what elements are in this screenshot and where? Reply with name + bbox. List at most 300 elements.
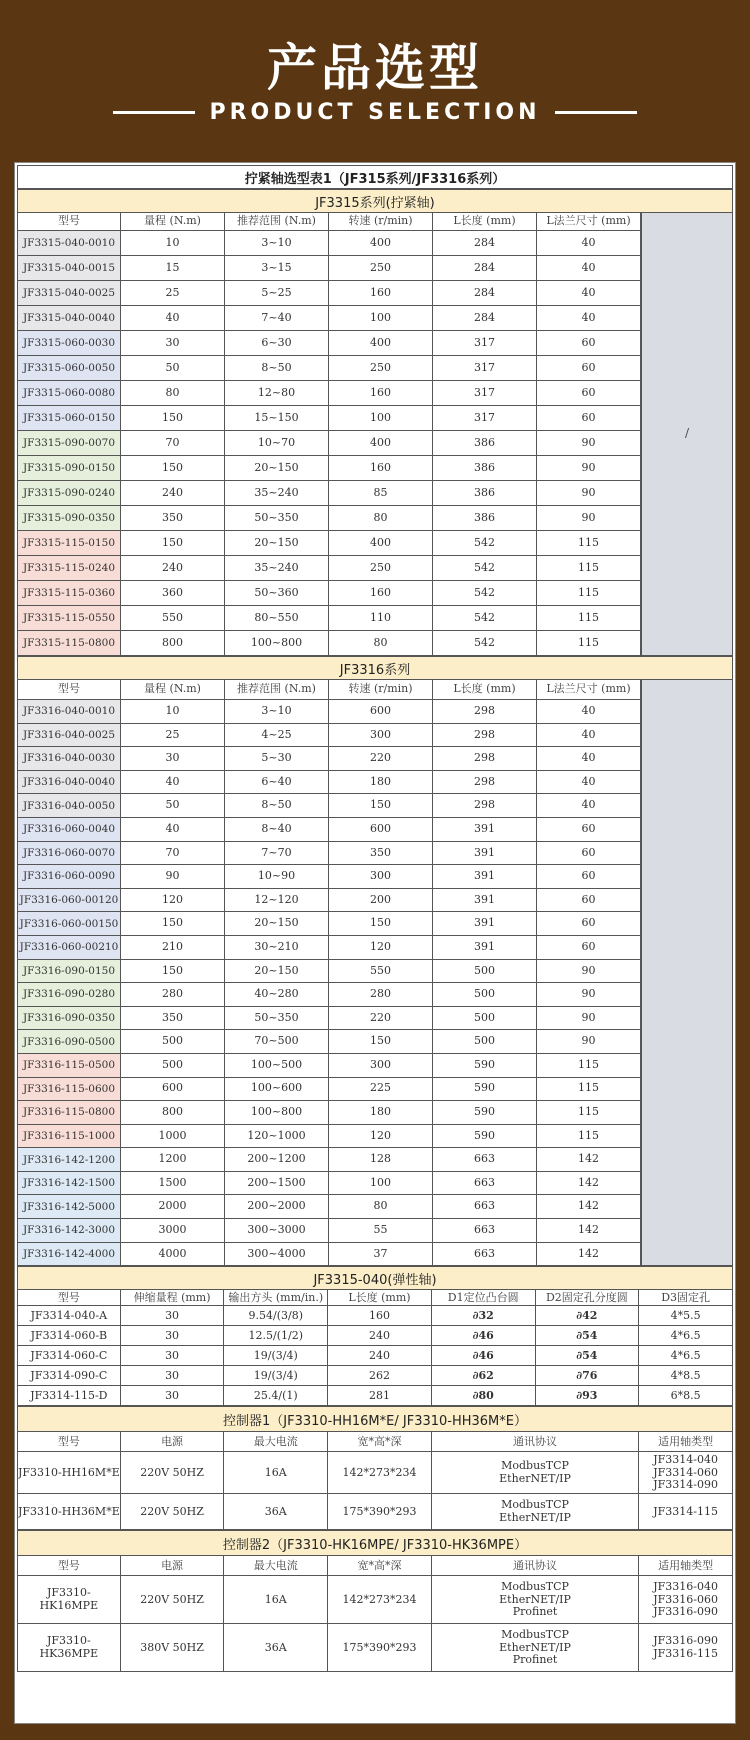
table-cell: 200 — [329, 889, 433, 913]
table-cell: 115 — [537, 1125, 641, 1149]
column-header: L长度 (mm) — [328, 1290, 432, 1306]
model-cell: JF3314-060-B — [17, 1326, 121, 1346]
table-cell: 100 — [329, 306, 433, 331]
table-cell: 30 — [121, 1346, 225, 1366]
table-cell: 600 — [329, 700, 433, 724]
model-cell: JF3315-040-0010 — [17, 231, 121, 256]
table-cell: ∂93 — [536, 1386, 640, 1406]
table-cell: 150 — [121, 912, 225, 936]
column-header: 通讯协议 — [432, 1432, 639, 1452]
table-cell: 150 — [121, 531, 225, 556]
table-block — [17, 1406, 733, 1432]
table-cell: 317 — [433, 381, 537, 406]
axis-type-cell — [639, 1624, 733, 1672]
table-row — [17, 936, 641, 960]
model-cell: JF3315-040-0025 — [17, 281, 121, 306]
table-cell: 3000 — [121, 1219, 225, 1243]
model-cell: JF3310-HH36M*E — [17, 1494, 121, 1530]
axis-type-cell — [639, 1452, 733, 1494]
table-cell: 85 — [329, 481, 433, 506]
table-cell: 30 — [121, 1386, 225, 1406]
column-header: 适用轴类型 — [639, 1556, 733, 1576]
table-cell: 90 — [537, 506, 641, 531]
current-cell: 16A — [224, 1452, 328, 1494]
table-row — [17, 606, 641, 631]
table-row — [17, 842, 641, 866]
table-cell: 3~15 — [225, 256, 329, 281]
column-header: D1定位凸台圆 — [432, 1290, 536, 1306]
table-row — [17, 818, 641, 842]
table-cell: 590 — [433, 1125, 537, 1149]
table-cell: 80~550 — [225, 606, 329, 631]
size-cell: 142*273*234 — [328, 1576, 432, 1624]
table-cell: 50~350 — [225, 1007, 329, 1031]
table-body — [17, 680, 641, 1266]
size-cell: 175*390*293 — [328, 1494, 432, 1530]
table-cell: 20~150 — [225, 960, 329, 984]
table-row — [17, 556, 641, 581]
table-cell: 142 — [537, 1172, 641, 1196]
table-cell: 220 — [329, 1007, 433, 1031]
table-cell: 50 — [121, 794, 225, 818]
table-cell: 19/(3/4) — [224, 1346, 328, 1366]
power-cell: 220V 50HZ — [121, 1494, 225, 1530]
table-row — [17, 1556, 733, 1576]
table-cell: 40 — [537, 771, 641, 795]
table-band: JF3315-040(弹性轴) — [17, 1266, 733, 1290]
cell-line: Profinet — [512, 1653, 558, 1667]
table-cell: 4~25 — [225, 724, 329, 748]
table-cell: 317 — [433, 331, 537, 356]
table-cell: 4000 — [121, 1243, 225, 1267]
table-cell: 284 — [433, 306, 537, 331]
table-cell: 115 — [537, 606, 641, 631]
table-cell: 40 — [537, 794, 641, 818]
table-cell: ∂62 — [432, 1366, 536, 1386]
table-cell: 30~210 — [225, 936, 329, 960]
model-cell: JF3316-142-5000 — [17, 1195, 121, 1219]
table-cell: 590 — [433, 1054, 537, 1078]
model-cell: JF3315-090-0240 — [17, 481, 121, 506]
table-cell: 240 — [328, 1326, 432, 1346]
table-cell: 50 — [121, 356, 225, 381]
table-cell: 90 — [537, 431, 641, 456]
column-header: 宽*高*深 — [328, 1556, 432, 1576]
table-block — [17, 656, 733, 680]
table-row — [17, 256, 641, 281]
cell-line: JF3316-115 — [653, 1646, 718, 1660]
table-cell: 160 — [329, 456, 433, 481]
table-row — [17, 531, 641, 556]
table-cell: 663 — [433, 1195, 537, 1219]
table-cell: 298 — [433, 700, 537, 724]
cell-line: JF3314-040 — [653, 1452, 718, 1466]
model-cell: JF3316-142-3000 — [17, 1219, 121, 1243]
table-cell: 90 — [537, 983, 641, 1007]
table-row — [17, 700, 641, 724]
column-header: 型号 — [17, 1556, 121, 1576]
table-row — [17, 960, 641, 984]
cell-line: JF3314-115 — [653, 1504, 718, 1518]
table-cell: 6~30 — [225, 331, 329, 356]
table-row — [17, 1148, 641, 1172]
model-cell: JF3316-090-0500 — [17, 1030, 121, 1054]
table-cell: 90 — [537, 456, 641, 481]
table-cell: 110 — [329, 606, 433, 631]
table-cell: ∂54 — [536, 1326, 640, 1346]
model-cell: JF3316-060-00120 — [17, 889, 121, 913]
page-header — [0, 0, 750, 162]
table-cell: 800 — [121, 1101, 225, 1125]
power-cell: 380V 50HZ — [121, 1624, 225, 1672]
model-cell: JF3316-060-0090 — [17, 865, 121, 889]
table-row — [17, 581, 641, 606]
table-cell: 9.54/(3/8) — [224, 1306, 328, 1326]
table-band: 控制器2（JF3310-HK16MPE/ JF3310-HK36MPE） — [17, 1530, 733, 1556]
divider-left — [113, 111, 195, 114]
model-cell: JF3316-115-1000 — [17, 1125, 121, 1149]
protocol-cell — [432, 1576, 639, 1624]
model-cell: JF3316-142-1500 — [17, 1172, 121, 1196]
table-cell: 7~40 — [225, 306, 329, 331]
axis-type-cell — [639, 1576, 733, 1624]
table-cell: 12~80 — [225, 381, 329, 406]
table-row — [17, 1386, 733, 1406]
table-cell: 40 — [537, 231, 641, 256]
table-cell: 1500 — [121, 1172, 225, 1196]
table-cell: 360 — [121, 581, 225, 606]
table-cell: ∂76 — [536, 1366, 640, 1386]
table-cell: 3~10 — [225, 700, 329, 724]
table-block — [17, 1432, 733, 1530]
table-cell: 225 — [329, 1078, 433, 1102]
size-cell: 175*390*293 — [328, 1624, 432, 1672]
table-row — [17, 1366, 733, 1386]
table-cell: 80 — [329, 1195, 433, 1219]
table-cell: 20~150 — [225, 531, 329, 556]
column-header: 型号 — [17, 213, 121, 231]
table-cell: 400 — [329, 531, 433, 556]
table-cell: 60 — [537, 889, 641, 913]
table-cell: 35~240 — [225, 481, 329, 506]
table-cell: ∂46 — [432, 1326, 536, 1346]
table-cell: 400 — [329, 431, 433, 456]
table-row — [17, 406, 641, 431]
model-cell: JF3316-142-1200 — [17, 1148, 121, 1172]
cell-line: ModbusTCP — [501, 1579, 569, 1593]
table-row — [17, 381, 641, 406]
table-cell: 590 — [433, 1101, 537, 1125]
table-cell: 100~800 — [225, 631, 329, 656]
current-cell: 36A — [224, 1624, 328, 1672]
side-column — [641, 680, 733, 1266]
table-row — [17, 431, 641, 456]
table-cell: 35~240 — [225, 556, 329, 581]
table-cell: 4*6.5 — [639, 1326, 733, 1346]
table-block — [17, 1556, 733, 1672]
table-row — [17, 306, 641, 331]
table-row — [17, 1219, 641, 1243]
table-cell: 60 — [537, 865, 641, 889]
table-cell: 100~500 — [225, 1054, 329, 1078]
cell-line: JF3314-090 — [653, 1478, 718, 1492]
table-cell: 40 — [537, 256, 641, 281]
table-cell: 400 — [329, 331, 433, 356]
column-header: L长度 (mm) — [433, 213, 537, 231]
cell-line: ModbusTCP — [501, 1459, 569, 1473]
model-cell: JF3316-115-0800 — [17, 1101, 121, 1125]
table-cell: ∂46 — [432, 1346, 536, 1366]
model-cell: JF3316-060-0070 — [17, 842, 121, 866]
table-cell: 300 — [329, 865, 433, 889]
model-cell: JF3315-115-0550 — [17, 606, 121, 631]
cell-line: EtherNET/IP — [499, 1592, 571, 1606]
model-cell: JF3316-060-0040 — [17, 818, 121, 842]
table-cell: 600 — [121, 1078, 225, 1102]
table-cell: 6~40 — [225, 771, 329, 795]
table-cell: 60 — [537, 818, 641, 842]
table-row — [17, 1030, 641, 1054]
table-cell: 386 — [433, 481, 537, 506]
table-cell: 200~1200 — [225, 1148, 329, 1172]
table-cell: 3~10 — [225, 231, 329, 256]
cell-line: EtherNET/IP — [499, 1471, 571, 1485]
current-cell: 36A — [224, 1494, 328, 1530]
table-cell: 500 — [433, 960, 537, 984]
table-cell: 317 — [433, 406, 537, 431]
column-header: 伸缩量程 (mm) — [121, 1290, 225, 1306]
table-cell: 25 — [121, 724, 225, 748]
model-cell: JF3310-HK36MPE — [17, 1624, 121, 1672]
table-cell: 317 — [433, 356, 537, 381]
table-cell: 284 — [433, 256, 537, 281]
column-header: 最大电流 — [224, 1556, 328, 1576]
table-cell: 40 — [537, 281, 641, 306]
column-header: 推荐范围 (N.m) — [225, 680, 329, 700]
table-cell: 20~150 — [225, 912, 329, 936]
table-cell: 150 — [329, 1030, 433, 1054]
table-title: 拧紧轴选型表1（JF315系列/JF3316系列） — [17, 165, 733, 189]
table-cell: 4*8.5 — [639, 1366, 733, 1386]
column-header: L法兰尺寸 (mm) — [537, 680, 641, 700]
table-cell: 60 — [537, 331, 641, 356]
table-cell: 142 — [537, 1195, 641, 1219]
table-cell: 800 — [121, 631, 225, 656]
table-row — [17, 1432, 733, 1452]
table-cell: 50~350 — [225, 506, 329, 531]
table-block — [17, 165, 733, 189]
table-cell: 120 — [329, 1125, 433, 1149]
table-cell: 350 — [121, 1007, 225, 1031]
table-row — [17, 889, 641, 913]
table-cell: 298 — [433, 747, 537, 771]
page-title: 产品选型 — [267, 39, 483, 97]
table-cell: 542 — [433, 556, 537, 581]
model-cell: JF3315-060-0030 — [17, 331, 121, 356]
table-cell: 25.4/(1) — [224, 1386, 328, 1406]
table-cell: 300~3000 — [225, 1219, 329, 1243]
table-cell: ∂80 — [432, 1386, 536, 1406]
table-cell: 10~70 — [225, 431, 329, 456]
table-block — [17, 1530, 733, 1556]
divider-right — [555, 111, 637, 114]
table-band: 控制器1（JF3310-HH16M*E/ JF3310-HH36M*E） — [17, 1406, 733, 1432]
cell-line: JF3314-060 — [653, 1465, 718, 1479]
table-cell: 40 — [537, 700, 641, 724]
table-row — [17, 1101, 641, 1125]
table-cell: 150 — [121, 456, 225, 481]
table-cell: 10~90 — [225, 865, 329, 889]
table-cell: ∂42 — [536, 1306, 640, 1326]
model-cell: JF3310-HH16M*E — [17, 1452, 121, 1494]
table-block — [17, 680, 733, 1266]
side-column — [641, 213, 733, 656]
column-header: 量程 (N.m) — [121, 213, 225, 231]
table-cell: 300 — [329, 724, 433, 748]
table-block — [17, 1266, 733, 1290]
table-cell: 100~600 — [225, 1078, 329, 1102]
table-cell: 142 — [537, 1219, 641, 1243]
table-cell: 500 — [433, 983, 537, 1007]
table-row — [17, 331, 641, 356]
table-cell: 386 — [433, 456, 537, 481]
cell-line: JF3316-090 — [653, 1605, 718, 1619]
column-header: 宽*高*深 — [328, 1432, 432, 1452]
table-cell: 30 — [121, 1306, 225, 1326]
table-cell: 50~360 — [225, 581, 329, 606]
table-cell: 220 — [329, 747, 433, 771]
table-cell: 2000 — [121, 1195, 225, 1219]
table-cell: 500 — [433, 1030, 537, 1054]
table-body — [17, 213, 641, 656]
table-cell: 1000 — [121, 1125, 225, 1149]
table-cell: 90 — [537, 1007, 641, 1031]
table-cell: 1200 — [121, 1148, 225, 1172]
table-band: JF3316系列 — [17, 656, 733, 680]
table-cell: 400 — [329, 231, 433, 256]
table-cell: 128 — [329, 1148, 433, 1172]
table-cell: 298 — [433, 724, 537, 748]
table-row — [17, 1346, 733, 1366]
model-cell: JF3316-040-0030 — [17, 747, 121, 771]
table-cell: 542 — [433, 531, 537, 556]
table-cell: 80 — [121, 381, 225, 406]
table-cell: 100 — [329, 406, 433, 431]
table-cell: 542 — [433, 631, 537, 656]
table-cell: 240 — [121, 481, 225, 506]
cell-line: ModbusTCP — [501, 1627, 569, 1641]
table-cell: 37 — [329, 1243, 433, 1267]
table-row — [17, 1054, 641, 1078]
table-cell: 40~280 — [225, 983, 329, 1007]
protocol-cell — [432, 1452, 639, 1494]
cell-line: EtherNET/IP — [499, 1510, 571, 1524]
table-cell: 150 — [329, 912, 433, 936]
table-cell: 115 — [537, 556, 641, 581]
table-cell: 542 — [433, 606, 537, 631]
table-cell: 40 — [537, 306, 641, 331]
table-cell: ∂54 — [536, 1346, 640, 1366]
selection-sheet — [14, 162, 736, 1724]
table-cell: 90 — [537, 960, 641, 984]
table-cell: 500 — [121, 1030, 225, 1054]
table-cell: 300 — [329, 1054, 433, 1078]
table-cell: 663 — [433, 1172, 537, 1196]
table-cell: 600 — [329, 818, 433, 842]
table-cell: 8~50 — [225, 356, 329, 381]
table-cell: 40 — [537, 724, 641, 748]
column-header: L长度 (mm) — [433, 680, 537, 700]
table-cell: 7~70 — [225, 842, 329, 866]
table-row — [17, 865, 641, 889]
table-row — [17, 1576, 733, 1624]
model-cell: JF3316-115-0600 — [17, 1078, 121, 1102]
table-cell: 180 — [329, 1101, 433, 1125]
model-cell: JF3315-115-0150 — [17, 531, 121, 556]
table-cell: 262 — [328, 1366, 432, 1386]
table-cell: 30 — [121, 331, 225, 356]
table-cell: 391 — [433, 842, 537, 866]
size-cell: 142*273*234 — [328, 1452, 432, 1494]
table-cell: 20~150 — [225, 456, 329, 481]
table-cell: 250 — [329, 256, 433, 281]
model-cell: JF3316-040-0025 — [17, 724, 121, 748]
table-row — [17, 724, 641, 748]
table-cell: 5~30 — [225, 747, 329, 771]
table-cell: 100 — [329, 1172, 433, 1196]
model-cell: JF3316-090-0350 — [17, 1007, 121, 1031]
table-cell: 60 — [537, 406, 641, 431]
table-cell: 391 — [433, 818, 537, 842]
table-cell: 115 — [537, 1054, 641, 1078]
table-row — [17, 1007, 641, 1031]
table-row — [17, 356, 641, 381]
table-row — [17, 281, 641, 306]
cell-line: JF3316-060 — [653, 1592, 718, 1606]
table-row — [17, 1243, 641, 1267]
table-cell: 350 — [329, 842, 433, 866]
table-cell: 5~25 — [225, 281, 329, 306]
model-cell: JF3315-060-0150 — [17, 406, 121, 431]
table-cell: 120 — [121, 889, 225, 913]
model-cell: JF3310-HK16MPE — [17, 1576, 121, 1624]
cell-line: ModbusTCP — [501, 1498, 569, 1512]
table-cell: 386 — [433, 431, 537, 456]
table-row — [17, 680, 641, 700]
model-cell: JF3315-115-0240 — [17, 556, 121, 581]
table-row — [17, 1172, 641, 1196]
table-cell: 115 — [537, 531, 641, 556]
table-cell: 210 — [121, 936, 225, 960]
table-cell: 4*6.5 — [639, 1346, 733, 1366]
table-block — [17, 1290, 733, 1406]
model-cell: JF3316-115-0500 — [17, 1054, 121, 1078]
table-cell: 40 — [121, 771, 225, 795]
page-subtitle: PRODUCT SELECTION — [209, 100, 541, 125]
cell-line: Profinet — [512, 1605, 558, 1619]
model-cell: JF3314-040-A — [17, 1306, 121, 1326]
table-cell: 60 — [537, 356, 641, 381]
column-header: 转速 (r/min) — [329, 213, 433, 231]
cell-line: JF3316-090 — [653, 1634, 718, 1648]
table-cell: 240 — [328, 1346, 432, 1366]
table-cell: 12~120 — [225, 889, 329, 913]
model-cell: JF3316-090-0280 — [17, 983, 121, 1007]
table-cell: 115 — [537, 1078, 641, 1102]
table-cell: 663 — [433, 1243, 537, 1267]
table-cell: 298 — [433, 771, 537, 795]
table-cell: 15~150 — [225, 406, 329, 431]
